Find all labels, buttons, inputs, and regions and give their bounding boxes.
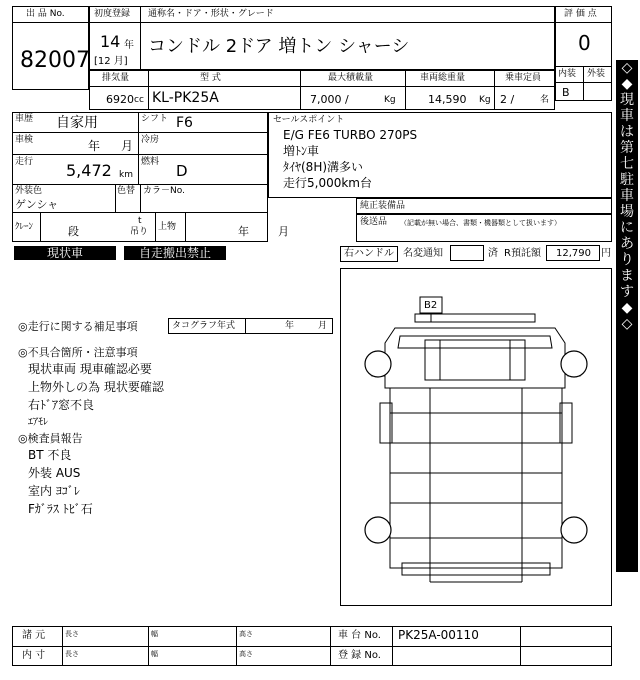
self-drive-ban-badge: 自走搬出禁止 [124, 246, 226, 260]
reg-year: 14 [100, 32, 121, 51]
inspector-3: 室内 ﾖｺﾞﾚ [28, 484, 80, 498]
parking-notice-sidebar [616, 60, 638, 572]
crane-label: ｸﾚｰﾝ [15, 222, 34, 232]
first-reg-label: 初度登録 [94, 9, 131, 19]
tax-value: 12,790 [556, 248, 591, 259]
exterior-color-label: 外装色 [15, 186, 43, 196]
exterior-color: ゲンシャ [15, 198, 59, 211]
crane-ton: t [138, 216, 142, 226]
width-label-2: 幅 [151, 650, 158, 658]
car-name: コンドル 2ドア 増トン シャーシ [148, 36, 410, 57]
color-change-label: 色替 [117, 186, 136, 196]
inspection-year: 年 [88, 139, 101, 153]
fuel-label: 燃料 [141, 157, 160, 167]
history-label: 車歴 [15, 114, 34, 124]
tacho-year: 年 [285, 321, 295, 331]
reg-year-unit: 年 [124, 40, 134, 51]
inspection-label: 車検 [15, 135, 34, 145]
rear-right-wheel [561, 517, 587, 543]
sales-point-line-3: ﾀｲﾔ(8H)溝多い [283, 160, 364, 174]
tax-prefix: 済 [488, 248, 498, 259]
sidebar-char: 車 [620, 188, 634, 204]
score-value: 0 [578, 31, 591, 55]
upper-year: 年 [238, 225, 249, 238]
displacement-unit: cc [134, 95, 144, 105]
chassis-no: PK25A-00110 [398, 628, 479, 642]
name-change-label: 名変通知 [403, 248, 443, 259]
name-change-box [450, 245, 484, 261]
tax-unit: 円 [601, 248, 611, 259]
damage-code-b2: B2 [424, 300, 438, 311]
defect-3: 右ﾄﾞｱ窓不良 [28, 398, 95, 412]
defects-title: ◎不具合箇所・注意事項 [18, 346, 138, 359]
rear-left-wheel [365, 517, 391, 543]
max-load: 7,000 / [310, 93, 349, 106]
capacity-unit: 名 [540, 95, 550, 105]
supplement-label: ◎走行に関する補足事項 [18, 320, 138, 333]
retrofit-label: 後送品 [360, 217, 388, 227]
tacho-month: 月 [318, 321, 328, 331]
sidebar-char: 車 [620, 108, 634, 124]
right-handle: 右ハンドル [344, 248, 394, 259]
length-label-1: 長さ [65, 630, 79, 638]
ac-label: 冷房 [141, 135, 160, 145]
lot-number: 82007 [20, 48, 90, 73]
capacity: 2 / [500, 93, 515, 106]
inspector-4: Fｶﾞﾗｽ ﾄﾋﾞ石 [28, 502, 93, 516]
lot-label: 出 品 No. [26, 9, 65, 19]
interior-dims-label: 内 寸 [22, 650, 46, 661]
sidebar-char: ◇ [621, 316, 633, 332]
gross-weight-unit: Kg [479, 95, 491, 105]
current-car-badge: 現状車 [14, 246, 116, 260]
defect-2: 上物外しの為 現状要確認 [28, 380, 164, 394]
car-name-label: 通称名・ドア・形状・グレード [148, 9, 274, 19]
defect-4: ｴｱﾓﾚ [28, 417, 48, 428]
crane-stage: 段 [68, 225, 79, 238]
sales-point-line-1: E/G FE6 TURBO 270PS [283, 128, 418, 142]
shift-value: F6 [176, 115, 193, 131]
model-label: 型 式 [200, 73, 221, 83]
sidebar-char: り [620, 252, 634, 268]
sidebar-char: 駐 [620, 172, 634, 188]
width-label-1: 幅 [151, 630, 158, 638]
shift-label: シフト [141, 114, 169, 124]
fuel-value: D [176, 162, 188, 180]
sidebar-char: ま [620, 268, 634, 284]
mileage-label: 走行 [15, 157, 34, 167]
exterior-grade-label: 外装 [587, 69, 606, 79]
length-label-2: 長さ [65, 650, 79, 658]
displacement-label: 排気量 [102, 73, 130, 83]
history-value: 自家用 [56, 115, 98, 131]
height-label-2: 高さ [239, 650, 253, 658]
genuine-equipment-label: 純正装備品 [360, 201, 406, 211]
sidebar-char: 現 [620, 92, 634, 108]
registration-no-label: 登 録 No. [338, 650, 381, 661]
tacho-label: タコグラフ年式 [172, 321, 236, 331]
model-code: KL-PK25A [152, 90, 219, 106]
height-label-1: 高さ [239, 630, 253, 638]
defect-1: 現状車両 現車確認必要 [28, 362, 152, 376]
upper-month: 月 [278, 225, 289, 238]
sidebar-char: は [620, 124, 634, 140]
color-code-label: カラ－No. [143, 186, 185, 196]
gross-weight: 14,590 [428, 93, 467, 106]
sales-point-line-4: 走行5,000km台 [283, 176, 372, 190]
displacement: 6920 [106, 93, 134, 106]
dims-label: 諸 元 [22, 630, 46, 641]
max-load-unit: Kg [384, 95, 396, 105]
retrofit-note: （記載が無い場合、書類・機器類として扱います） [400, 219, 561, 227]
reg-month: [12 月] [94, 56, 128, 67]
crane-lift: 吊り [130, 227, 149, 237]
inspector-title: ◎検査員報告 [18, 432, 83, 445]
mileage-unit: km [119, 170, 133, 180]
sidebar-char: ◇ [621, 60, 633, 76]
sidebar-char: 七 [620, 156, 634, 172]
sidebar-char: に [620, 220, 634, 236]
truck-top-view-diagram [340, 268, 612, 606]
sales-point-line-2: 増ﾄﾝ車 [283, 144, 320, 158]
inspector-2: 外装 AUS [28, 466, 81, 480]
interior-grade-label: 内装 [558, 69, 577, 79]
sidebar-char: 第 [620, 140, 634, 156]
tax-label: R預託額 [504, 248, 541, 259]
capacity-label: 乗車定員 [505, 73, 542, 83]
sales-point-label: セールスポイント [273, 115, 345, 125]
sidebar-char: ◆ [621, 76, 633, 92]
front-left-wheel [365, 351, 391, 377]
chassis-no-label: 車 台 No. [338, 630, 381, 641]
max-load-label: 最大積載量 [328, 73, 374, 83]
score-label: 評 価 点 [564, 9, 597, 19]
gross-weight-label: 車両総重量 [420, 73, 466, 83]
inspection-month: 月 [121, 139, 134, 153]
inspector-1: BT 不良 [28, 448, 72, 462]
upper-label: 上物 [158, 222, 177, 232]
sidebar-char: ◆ [621, 300, 633, 316]
interior-grade: B [562, 86, 570, 99]
sidebar-char: あ [620, 236, 634, 252]
mileage-value: 5,472 [66, 161, 112, 180]
sidebar-char: 場 [620, 204, 634, 220]
front-right-wheel [561, 351, 587, 377]
sidebar-char: す [620, 284, 634, 300]
